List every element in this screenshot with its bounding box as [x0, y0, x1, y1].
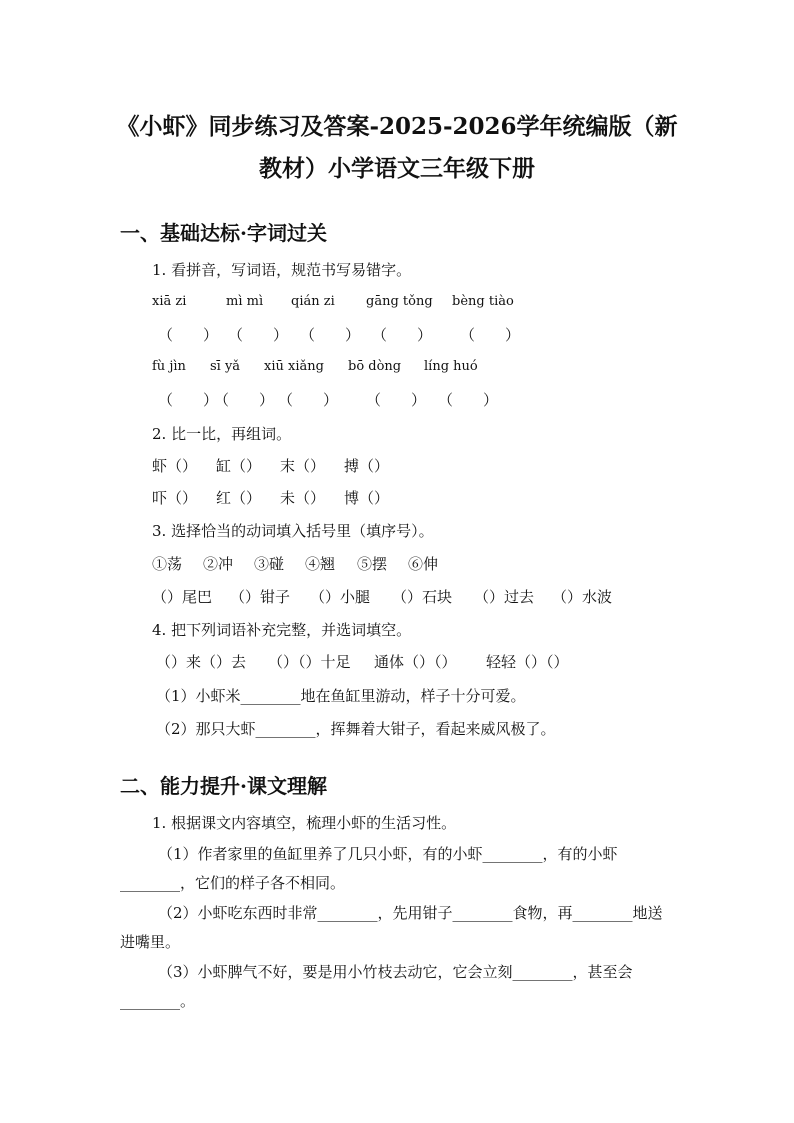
q4-sentence-1: （1）小虾米________地在鱼缸里游动，样子十分可爱。 [156, 687, 526, 705]
section-1-heading: 一、基础达标·字词过关 [120, 221, 327, 245]
answer-blank[interactable]: （ ） [278, 391, 339, 409]
verb-option: ②冲 [203, 555, 234, 573]
pinyin-item: gāng tǒng [366, 294, 433, 309]
page-title-line-1: 《小虾》同步练习及答案-2025-2026学年统编版（新 [116, 113, 678, 140]
pinyin-item: mì mì [226, 294, 264, 309]
verb-option: ⑥伸 [408, 555, 439, 573]
pinyin-item: xiā zi [152, 294, 187, 309]
compare-word: 缸（） [216, 457, 262, 475]
answer-blank[interactable]: （ ） [372, 326, 433, 344]
verb-option: ①荡 [152, 555, 183, 573]
q1-prompt: 1. 看拼音，写词语，规范书写易错字。 [152, 261, 412, 279]
q4-prompt: 4. 把下列词语补充完整，并选词填空。 [152, 621, 412, 639]
compare-word: 末（） [280, 457, 326, 475]
verb-option: ③碰 [254, 555, 285, 573]
verb-item: （）小腿 [310, 588, 371, 606]
q4-sentence-2: （2）那只大虾________，挥舞着大钳子，看起来威风极了。 [156, 720, 556, 738]
verb-option: ④翘 [305, 555, 336, 573]
verb-item: （）过去 [474, 588, 535, 606]
verb-option: ⑤摆 [357, 555, 388, 573]
s2-paragraph-2: （2）小虾吃东西时非常________，先用钳子________食物，再________地送进嘴里。 [120, 904, 663, 951]
q3-prompt: 3. 选择恰当的动词填入括号里（填序号）。 [152, 522, 434, 540]
pinyin-item: bō dòng [348, 359, 402, 374]
compare-word: 红（） [216, 489, 262, 507]
verb-item: （）水波 [552, 588, 613, 606]
answer-blank[interactable]: （ ） [438, 391, 499, 409]
verb-item: （）钳子 [230, 588, 291, 606]
compare-word: 虾（） [152, 457, 198, 475]
answer-blank[interactable]: （ ） [158, 326, 219, 344]
pinyin-item: bèng tiào [452, 294, 514, 309]
idiom-item: 通体（）（） [374, 653, 457, 671]
answer-blank[interactable]: （ ） [300, 326, 361, 344]
pinyin-item: sī yǎ [210, 359, 241, 374]
answer-blank[interactable]: （ ） [228, 326, 289, 344]
section-2-heading: 二、能力提升·课文理解 [120, 774, 327, 798]
answer-blank[interactable]: （ ） [214, 391, 275, 409]
compare-word: 未（） [280, 489, 326, 507]
page-title-line-2: 教材）小学语文三年级下册 [259, 155, 535, 182]
verb-item: （）尾巴 [152, 588, 213, 606]
pinyin-item: qián zi [291, 294, 335, 309]
s2-q1-prompt: 1. 根据课文内容填空，梳理小虾的生活习性。 [152, 814, 457, 832]
idiom-item: （）来（）去 [156, 653, 247, 671]
verb-item: （）石块 [392, 588, 453, 606]
q2-prompt: 2. 比一比，再组词。 [152, 425, 292, 443]
answer-blank[interactable]: （ ） [158, 391, 219, 409]
compare-word: 吓（） [152, 489, 198, 507]
answer-blank[interactable]: （ ） [366, 391, 427, 409]
idiom-item: （）（）十足 [268, 653, 351, 671]
idiom-item: 轻轻（）（） [486, 653, 569, 671]
s2-paragraph-1: （1）作者家里的鱼缸里养了几只小虾，有的小虾________，有的小虾________，它们的样子各不相同。 [120, 845, 618, 892]
pinyin-item: xiū xiǎng [264, 359, 324, 374]
compare-word: 博（） [344, 489, 390, 507]
pinyin-item: fù jìn [152, 359, 186, 374]
pinyin-item: líng huó [424, 359, 478, 374]
s2-paragraph-3: （3）小虾脾气不好，要是用小竹枝去动它，它会立刻________，甚至会________。 [120, 963, 633, 1010]
compare-word: 搏（） [344, 457, 390, 475]
answer-blank[interactable]: （ ） [460, 326, 521, 344]
